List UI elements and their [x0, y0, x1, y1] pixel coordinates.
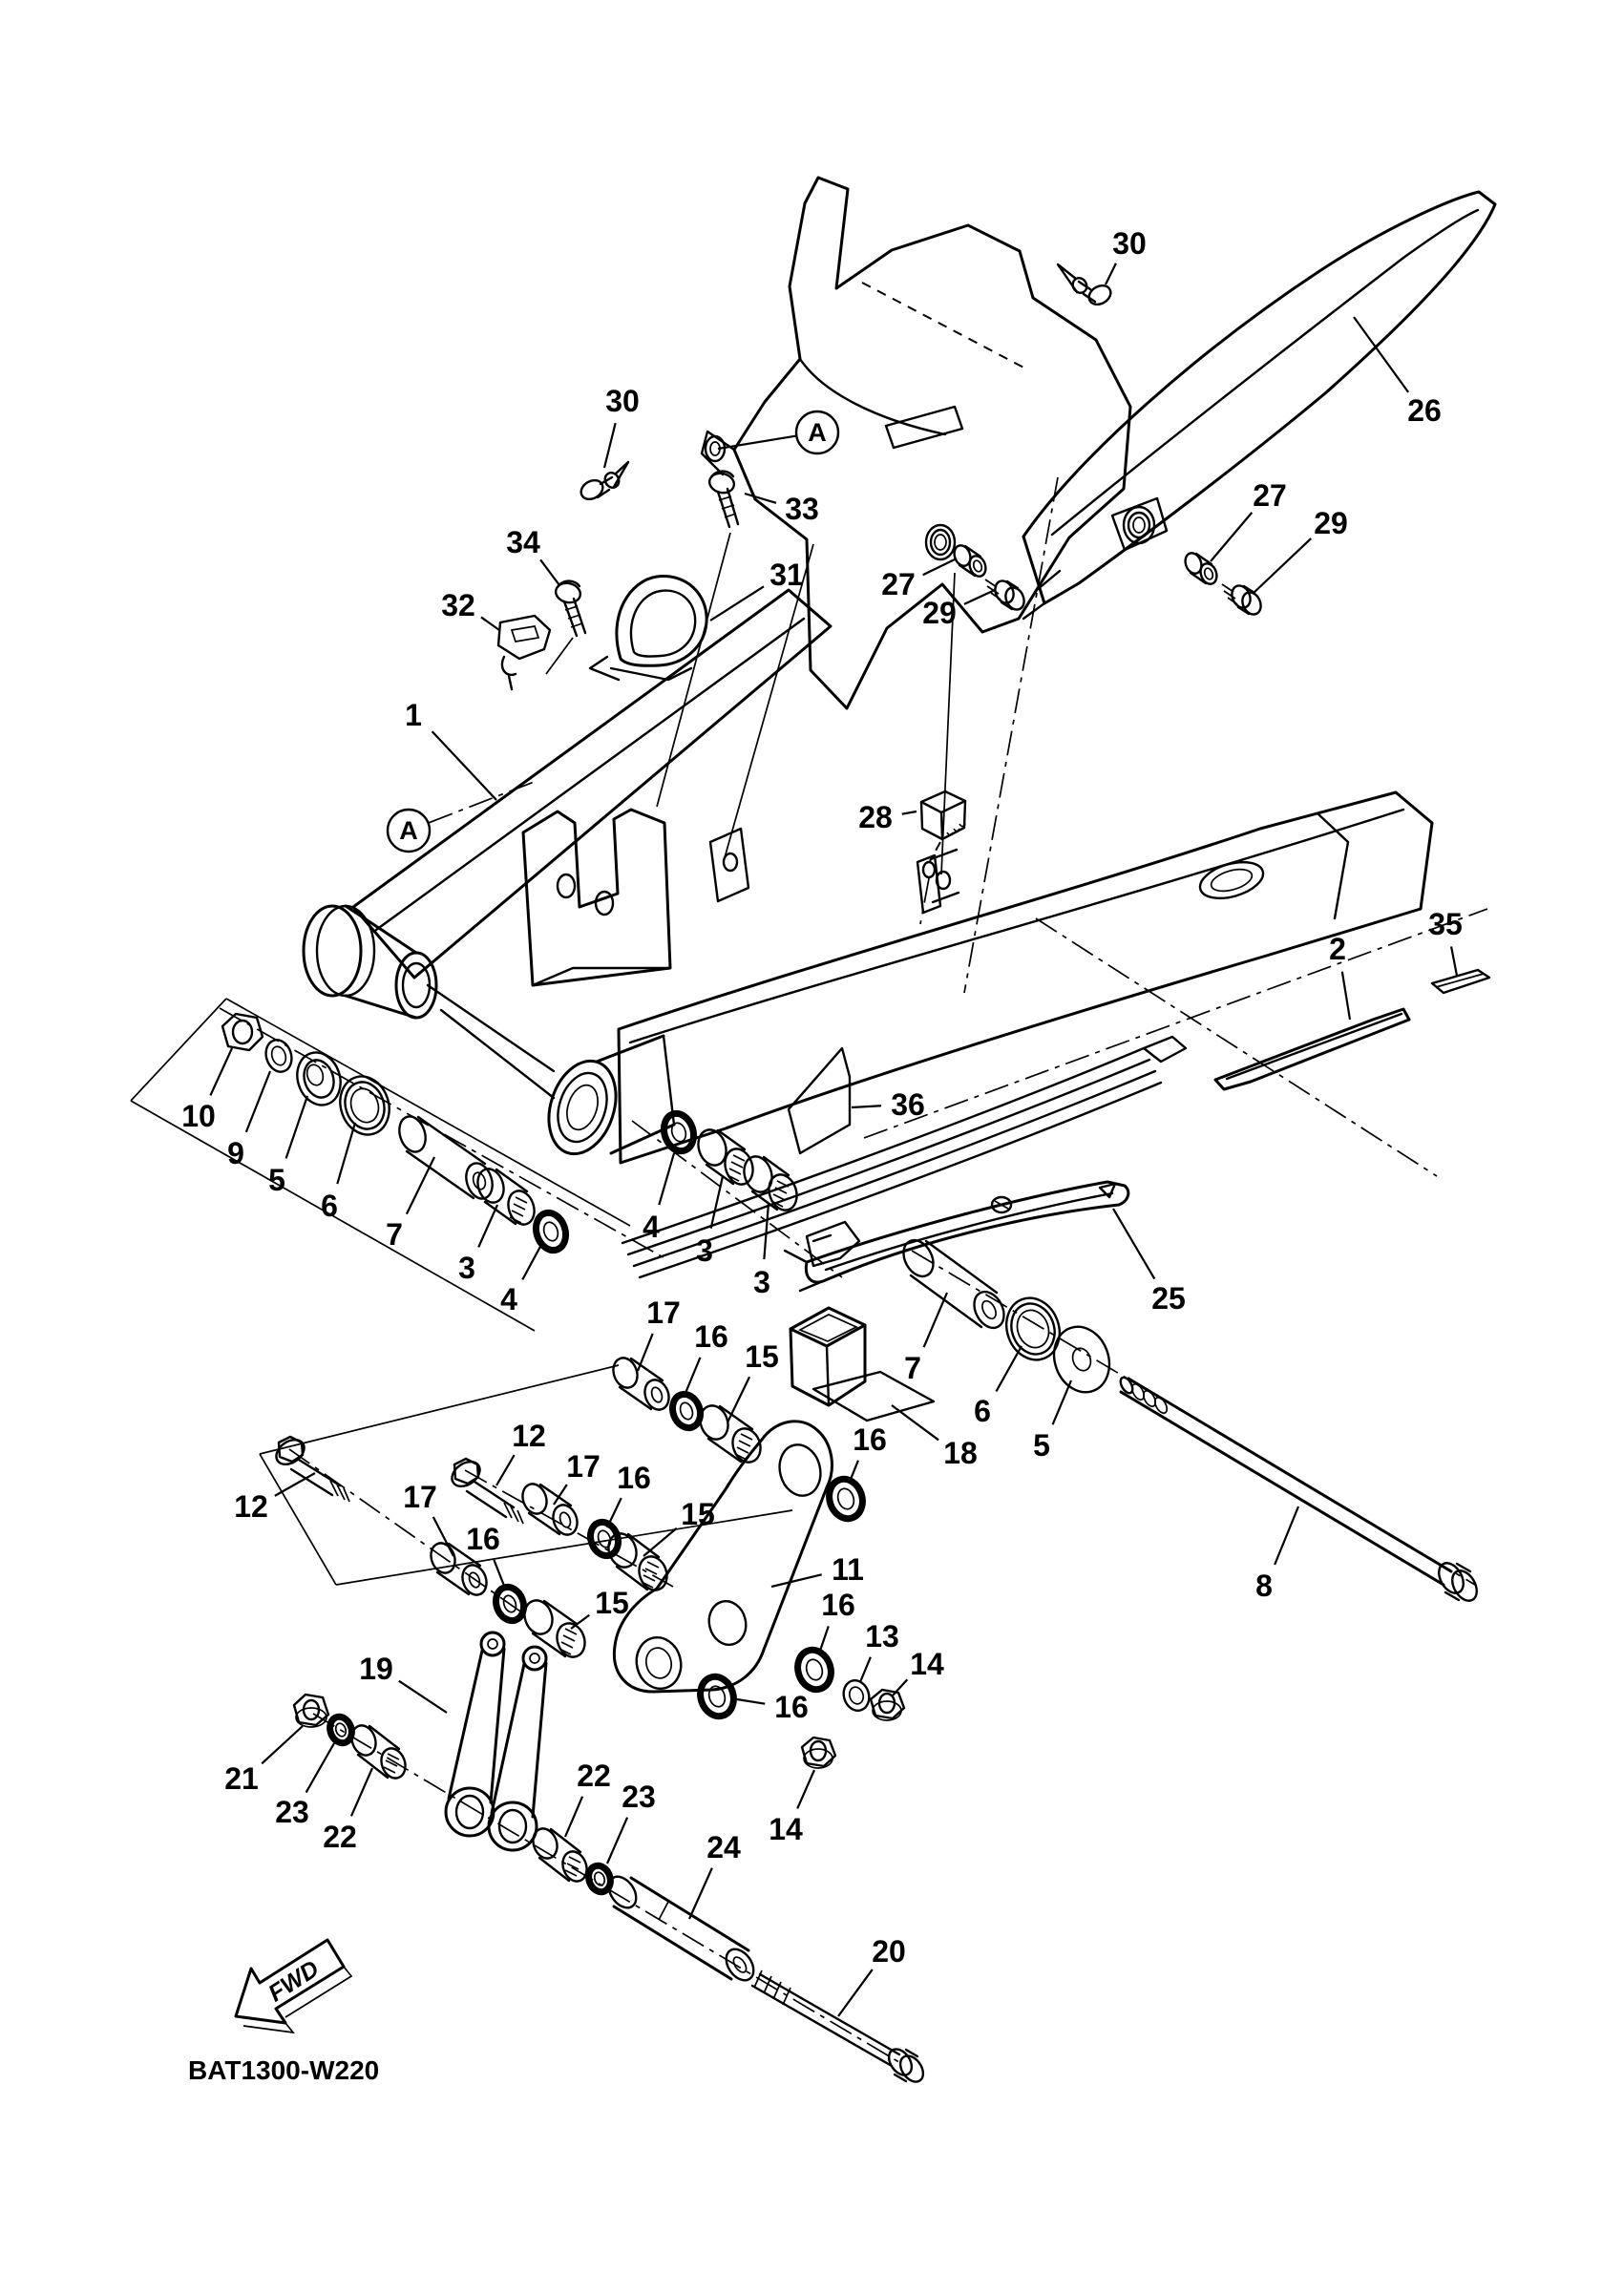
- part-number-label: 26: [1407, 393, 1442, 428]
- part-number-label: 30: [1112, 226, 1147, 261]
- rivet-30-left: [578, 462, 628, 503]
- part-number-label: 4: [643, 1210, 660, 1244]
- leader-line: [433, 1517, 453, 1556]
- part-number-label: 17: [566, 1449, 601, 1484]
- collar-7b: [897, 1235, 1010, 1333]
- leader-line: [892, 1405, 938, 1440]
- part-number-label: 8: [1255, 1569, 1273, 1603]
- part-number-label: 16: [694, 1319, 728, 1354]
- part-number-label: 2: [1329, 932, 1346, 966]
- part-number-label: 6: [974, 1394, 991, 1428]
- leader-line: [496, 1455, 515, 1485]
- part-number-label: 12: [234, 1489, 268, 1524]
- leader-line: [210, 1048, 232, 1095]
- part-number-label: 27: [1253, 478, 1287, 513]
- rivet-30-top: [1058, 264, 1114, 308]
- part-number-label: 14: [769, 1812, 803, 1846]
- part-number-label: 15: [745, 1339, 779, 1374]
- part-number-label: 5: [1033, 1428, 1050, 1463]
- part-number-label: 3: [753, 1265, 770, 1299]
- marker-leader-line: [718, 436, 795, 449]
- seal-16a: [824, 1475, 867, 1523]
- collar-27-mid: [952, 543, 989, 579]
- leader-line: [306, 1743, 334, 1793]
- leader-line: [745, 494, 776, 503]
- leader-line: [1354, 317, 1408, 392]
- marker-leader-line: [429, 781, 537, 823]
- oil-seal-4: [532, 1209, 571, 1253]
- part-number-label: 20: [872, 1934, 906, 1969]
- leader-line: [262, 1726, 303, 1763]
- leader-line: [275, 1473, 315, 1496]
- part-number-label: 32: [441, 588, 475, 622]
- part-number-label: 12: [512, 1419, 546, 1453]
- part-number-label: 33: [785, 492, 819, 526]
- flange-nut-14b: [802, 1738, 835, 1768]
- washer-9: [262, 1037, 295, 1075]
- leader-line: [1451, 946, 1457, 976]
- part-number-label: 4: [500, 1282, 517, 1317]
- leader-line: [1053, 1380, 1071, 1424]
- part-number-label: 22: [577, 1759, 611, 1793]
- leader-line: [727, 1377, 749, 1422]
- leader-line: [607, 1818, 627, 1864]
- view-marker-letter: A: [808, 418, 827, 447]
- leader-line: [689, 1868, 712, 1919]
- leader-line: [850, 1461, 858, 1482]
- part-number-label: 6: [321, 1189, 338, 1223]
- part-number-label: 29: [922, 596, 957, 630]
- part-number-label: 17: [403, 1480, 437, 1514]
- leader-line: [286, 1096, 307, 1158]
- cup-washer-5: [290, 1047, 347, 1111]
- part-number-label: 3: [458, 1251, 475, 1285]
- leader-line: [407, 1157, 434, 1214]
- part-number-label: 24: [706, 1830, 741, 1864]
- inner-fender: [702, 178, 1130, 708]
- leader-line: [1253, 538, 1311, 594]
- part-number-label: 5: [268, 1163, 285, 1197]
- part-number-label: 36: [891, 1087, 925, 1122]
- collar-7: [395, 1113, 496, 1202]
- part-number-label: 15: [595, 1586, 629, 1620]
- part-number-label: 14: [910, 1647, 944, 1681]
- leader-line: [797, 1770, 814, 1808]
- fender-grommet: [1124, 507, 1154, 543]
- fwd-arrow: [236, 1940, 351, 2033]
- part-number-label: 29: [1314, 506, 1348, 540]
- leader-line: [852, 1106, 881, 1107]
- screw-34: [554, 580, 585, 636]
- part-number-label: 19: [359, 1652, 393, 1686]
- part-number-label: 34: [506, 525, 540, 559]
- leader-line: [478, 1205, 497, 1247]
- part-number-label: 35: [1428, 907, 1463, 941]
- part-number-label: 10: [181, 1099, 216, 1133]
- leader-line: [924, 1293, 947, 1347]
- seal-16b: [668, 1390, 706, 1431]
- bolt-12-mid: [448, 1457, 523, 1524]
- leader-line: [1342, 972, 1350, 1020]
- part-number-label: 18: [943, 1436, 978, 1470]
- part-code: BAT1300-W220: [188, 2055, 380, 2085]
- part-number-label: 17: [646, 1295, 681, 1330]
- part-number-label: 3: [696, 1233, 713, 1268]
- part-number-label: 23: [622, 1780, 656, 1814]
- seal-16e: [792, 1646, 835, 1694]
- leader-line: [604, 423, 616, 468]
- label-plate: [789, 1048, 850, 1153]
- leader-line: [481, 617, 499, 630]
- seal-16f: [695, 1673, 738, 1720]
- needle-bearing-15c: [520, 1596, 590, 1660]
- part-number-label: 13: [865, 1619, 899, 1654]
- thrust-washer-5b: [1045, 1319, 1119, 1401]
- swingarm-body: [304, 590, 1432, 1277]
- band-guide-31: [590, 577, 706, 680]
- pivot-nut-10: [222, 1014, 263, 1050]
- chain-protector-strip: [1215, 1009, 1409, 1089]
- part-number-label: 21: [224, 1761, 259, 1796]
- part-number-label: 15: [681, 1497, 715, 1531]
- fwd-label: FWD: [263, 1955, 325, 2008]
- leader-line: [522, 1243, 542, 1279]
- part-number-label: 27: [881, 567, 916, 601]
- link-shaft-24: [603, 1871, 759, 1985]
- leader-line: [494, 1560, 506, 1590]
- washer-13: [840, 1677, 874, 1714]
- bolt-29-mid: [985, 578, 1027, 612]
- connecting-rods: [446, 1632, 546, 1850]
- leader-line: [964, 590, 995, 604]
- part-number-label: 16: [853, 1422, 887, 1457]
- part-number-label: 11: [832, 1552, 864, 1587]
- part-number-label: 25: [1151, 1281, 1186, 1316]
- part-number-label: 23: [275, 1795, 309, 1829]
- leader-line: [1211, 513, 1252, 561]
- part-number-label: 16: [466, 1522, 500, 1556]
- relay-arm: [785, 1182, 1128, 1291]
- part-number-label: 7: [904, 1351, 921, 1385]
- leader-line: [638, 1334, 653, 1371]
- clamp-32: [498, 616, 550, 689]
- leader-line: [540, 559, 559, 585]
- leader-line: [1106, 263, 1116, 284]
- part-number-label: 16: [774, 1690, 809, 1724]
- leader-line: [1275, 1506, 1298, 1565]
- leader-line: [607, 1498, 622, 1527]
- leader-line: [923, 558, 957, 575]
- fender-grommet: [926, 525, 955, 559]
- leader-line: [819, 1626, 829, 1654]
- link-bolt-20: [752, 1970, 928, 2086]
- leader-line: [351, 1768, 372, 1816]
- leader-line: [902, 811, 917, 814]
- needle-bearing-15a: [696, 1401, 766, 1465]
- part-number-label: 9: [227, 1136, 244, 1170]
- flange-nut-21: [294, 1695, 328, 1727]
- needle-bearing-22b: [529, 1825, 590, 1885]
- part-number-label: 31: [769, 558, 804, 592]
- leader-line: [659, 1153, 674, 1205]
- leader-line: [246, 1071, 270, 1132]
- protector-chip: [1432, 970, 1489, 993]
- pivot-shaft-8: [1118, 1376, 1482, 1606]
- ribbed-ring-6: [333, 1070, 397, 1141]
- leader-line: [432, 731, 496, 800]
- leader-line: [893, 1679, 907, 1696]
- part-number-label: 28: [858, 800, 893, 834]
- part-number-label: 1: [405, 698, 422, 732]
- leader-line: [771, 1574, 822, 1587]
- leader-line: [860, 1657, 871, 1682]
- leader-line: [337, 1123, 355, 1184]
- leader-line: [996, 1346, 1022, 1391]
- part-number-label: 16: [821, 1588, 855, 1622]
- leader-line: [838, 1970, 873, 2016]
- part-callouts: [181, 226, 1463, 2016]
- leader-line: [565, 1797, 582, 1837]
- leader-line: [1113, 1209, 1154, 1279]
- leader-line: [684, 1358, 700, 1398]
- leader-line: [737, 1699, 765, 1704]
- part-number-label: 30: [605, 384, 640, 418]
- seal-16c: [586, 1518, 623, 1559]
- part-number-label: 16: [617, 1461, 651, 1495]
- screw-33: [707, 471, 738, 527]
- ribbed-ring-6b: [998, 1291, 1067, 1367]
- view-marker-letter: A: [399, 816, 418, 845]
- leader-line: [399, 1681, 447, 1713]
- flange-nut-14a: [871, 1690, 904, 1720]
- part-number-label: 22: [323, 1820, 357, 1854]
- part-number-label: 7: [386, 1217, 403, 1252]
- leader-line: [764, 1203, 769, 1259]
